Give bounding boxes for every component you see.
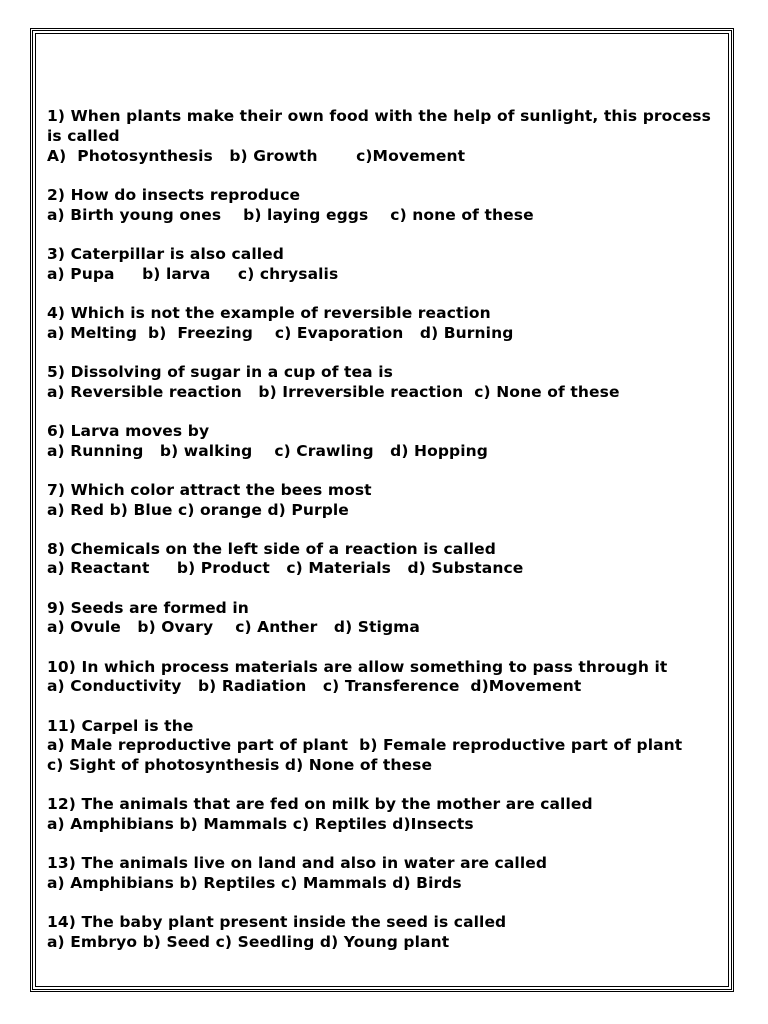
question-item <box>47 658 717 698</box>
answer-options: a) Pupa b) larva c) chrysalis <box>47 264 339 283</box>
question-item <box>47 913 717 953</box>
question-stem: 3) Caterpillar is also called <box>47 244 284 263</box>
question-item <box>47 304 717 344</box>
answer-options: A) Photosynthesis b) Growth c)Movement <box>47 146 466 165</box>
question-stem: 14) The baby plant present inside the seed is called <box>47 913 507 932</box>
question-item <box>47 599 717 639</box>
question-stem: 13) The animals live on land and also in water are called <box>47 854 548 873</box>
question-stem: 4) Which is not the example of reversible reaction <box>47 303 491 322</box>
question-stem: 1) When plants make their own food with the help of sunlight, this process is called <box>47 107 711 145</box>
question-stem: 7) Which color attract the bees most <box>47 480 372 499</box>
question-stem: 8) Chemicals on the left side of a reaction is called <box>47 539 496 558</box>
answer-options: c) Sight of photosynthesis d) None of these <box>47 756 433 775</box>
question-stem: 12) The animals that are fed on milk by the mother are called <box>47 795 593 814</box>
question-item <box>47 795 717 835</box>
question-stem: 9) Seeds are formed in <box>47 598 249 617</box>
question-item <box>47 481 717 521</box>
question-item <box>47 717 717 776</box>
question-stem: 10) In which process materials are allow something to pass through it <box>47 657 668 676</box>
answer-options: a) Birth young ones b) laying eggs c) none of these <box>47 205 534 224</box>
answer-options: a) Red b) Blue c) orange d) Purple <box>47 500 349 519</box>
question-list <box>47 107 717 972</box>
answer-options: a) Male reproductive part of plant b) Female reproductive part of plant <box>47 736 683 755</box>
question-stem: 6) Larva moves by <box>47 421 210 440</box>
question-item <box>47 107 717 166</box>
question-stem: 2) How do insects reproduce <box>47 185 301 204</box>
answer-options: a) Amphibians b) Mammals c) Reptiles d)Insects <box>47 815 474 834</box>
question-stem: 5) Dissolving of sugar in a cup of tea is <box>47 362 393 381</box>
answer-options: a) Ovule b) Ovary c) Anther d) Stigma <box>47 618 420 637</box>
answer-options: a) Embryo b) Seed c) Seedling d) Young plant <box>47 933 450 952</box>
question-item <box>47 854 717 894</box>
question-item <box>47 186 717 226</box>
answer-options: a) Reactant b) Product c) Materials d) Substance <box>47 559 524 578</box>
answer-options: a) Amphibians b) Reptiles c) Mammals d) Birds <box>47 874 462 893</box>
answer-options: a) Melting b) Freezing c) Evaporation d) Burning <box>47 323 514 342</box>
question-item <box>47 540 717 580</box>
answer-options: a) Running b) walking c) Crawling d) Hopping <box>47 441 488 460</box>
question-item <box>47 245 717 285</box>
question-item <box>47 363 717 403</box>
question-item <box>47 422 717 462</box>
answer-options: a) Reversible reaction b) Irreversible reaction c) None of these <box>47 382 620 401</box>
question-stem: 11) Carpel is the <box>47 716 194 735</box>
answer-options: a) Conductivity b) Radiation c) Transference d)Movement <box>47 677 582 696</box>
